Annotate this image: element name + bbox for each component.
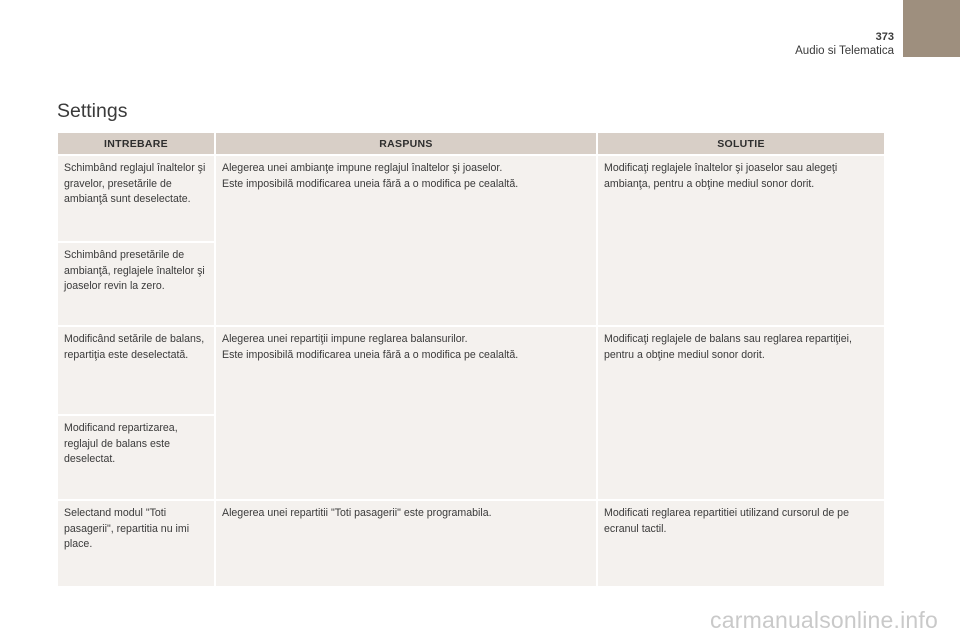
solution-cell: Modificati reglarea repartitiei utilizand cursorul de pe ecranul tactil. xyxy=(598,501,884,586)
question-cell: Selectand modul "Toti pasagerii", repartitia nu imi place. xyxy=(58,501,214,586)
table-row xyxy=(58,501,884,586)
faq-table xyxy=(56,131,886,588)
table-header-row xyxy=(58,133,884,154)
table-row xyxy=(58,327,884,414)
answer-cell xyxy=(216,327,596,499)
answer-line: Este imposibilă modificarea uneia fără a o modifica pe cealaltă. xyxy=(222,177,519,190)
solution-cell: Modificaţi reglajele de balans sau reglarea repartiţiei, pentru a obţine mediul sonor dorit. xyxy=(598,327,884,499)
question-cell: Schimbând reglajul înaltelor şi gravelor, presetările de ambianţă sunt deselectate. xyxy=(58,156,214,241)
header-question: INTREBARE xyxy=(58,133,214,154)
section-title: Audio si Telematica xyxy=(795,45,894,57)
watermark: carmanualsonline.info xyxy=(710,607,938,633)
table-row xyxy=(58,156,884,241)
corner-tab xyxy=(903,0,960,57)
answer-line: Alegerea unei ambianţe impune reglajul înaltelor şi joaselor. xyxy=(222,162,503,174)
answer-cell xyxy=(216,501,596,586)
answer-line: Este imposibilă modificarea uneia fără a o modifica pe cealaltă. xyxy=(222,348,519,361)
question-cell: Schimbând presetările de ambianţă, reglajele înaltelor şi joaselor revin la zero. xyxy=(58,243,214,325)
page-number: 373 xyxy=(875,31,894,43)
question-cell: Modificand repartizarea, reglajul de balans este deselectat. xyxy=(58,416,214,499)
question-cell: Modificând setările de balans, repartiţia este deselectată. xyxy=(58,327,214,414)
solution-cell: Modificaţi reglajele înaltelor şi joaselor sau alegeţi ambianţa, pentru a obţine mediul sonor dorit. xyxy=(598,156,884,325)
header-solution: SOLUTIE xyxy=(598,133,884,154)
answer-line: Alegerea unei repartitii "Toti pasagerii" este programabila. xyxy=(222,507,492,519)
page-title: Settings xyxy=(57,100,128,122)
answer-line: Alegerea unei repartiţii impune reglarea balansurilor. xyxy=(222,333,468,345)
header-answer: RASPUNS xyxy=(216,133,596,154)
answer-cell xyxy=(216,156,596,325)
